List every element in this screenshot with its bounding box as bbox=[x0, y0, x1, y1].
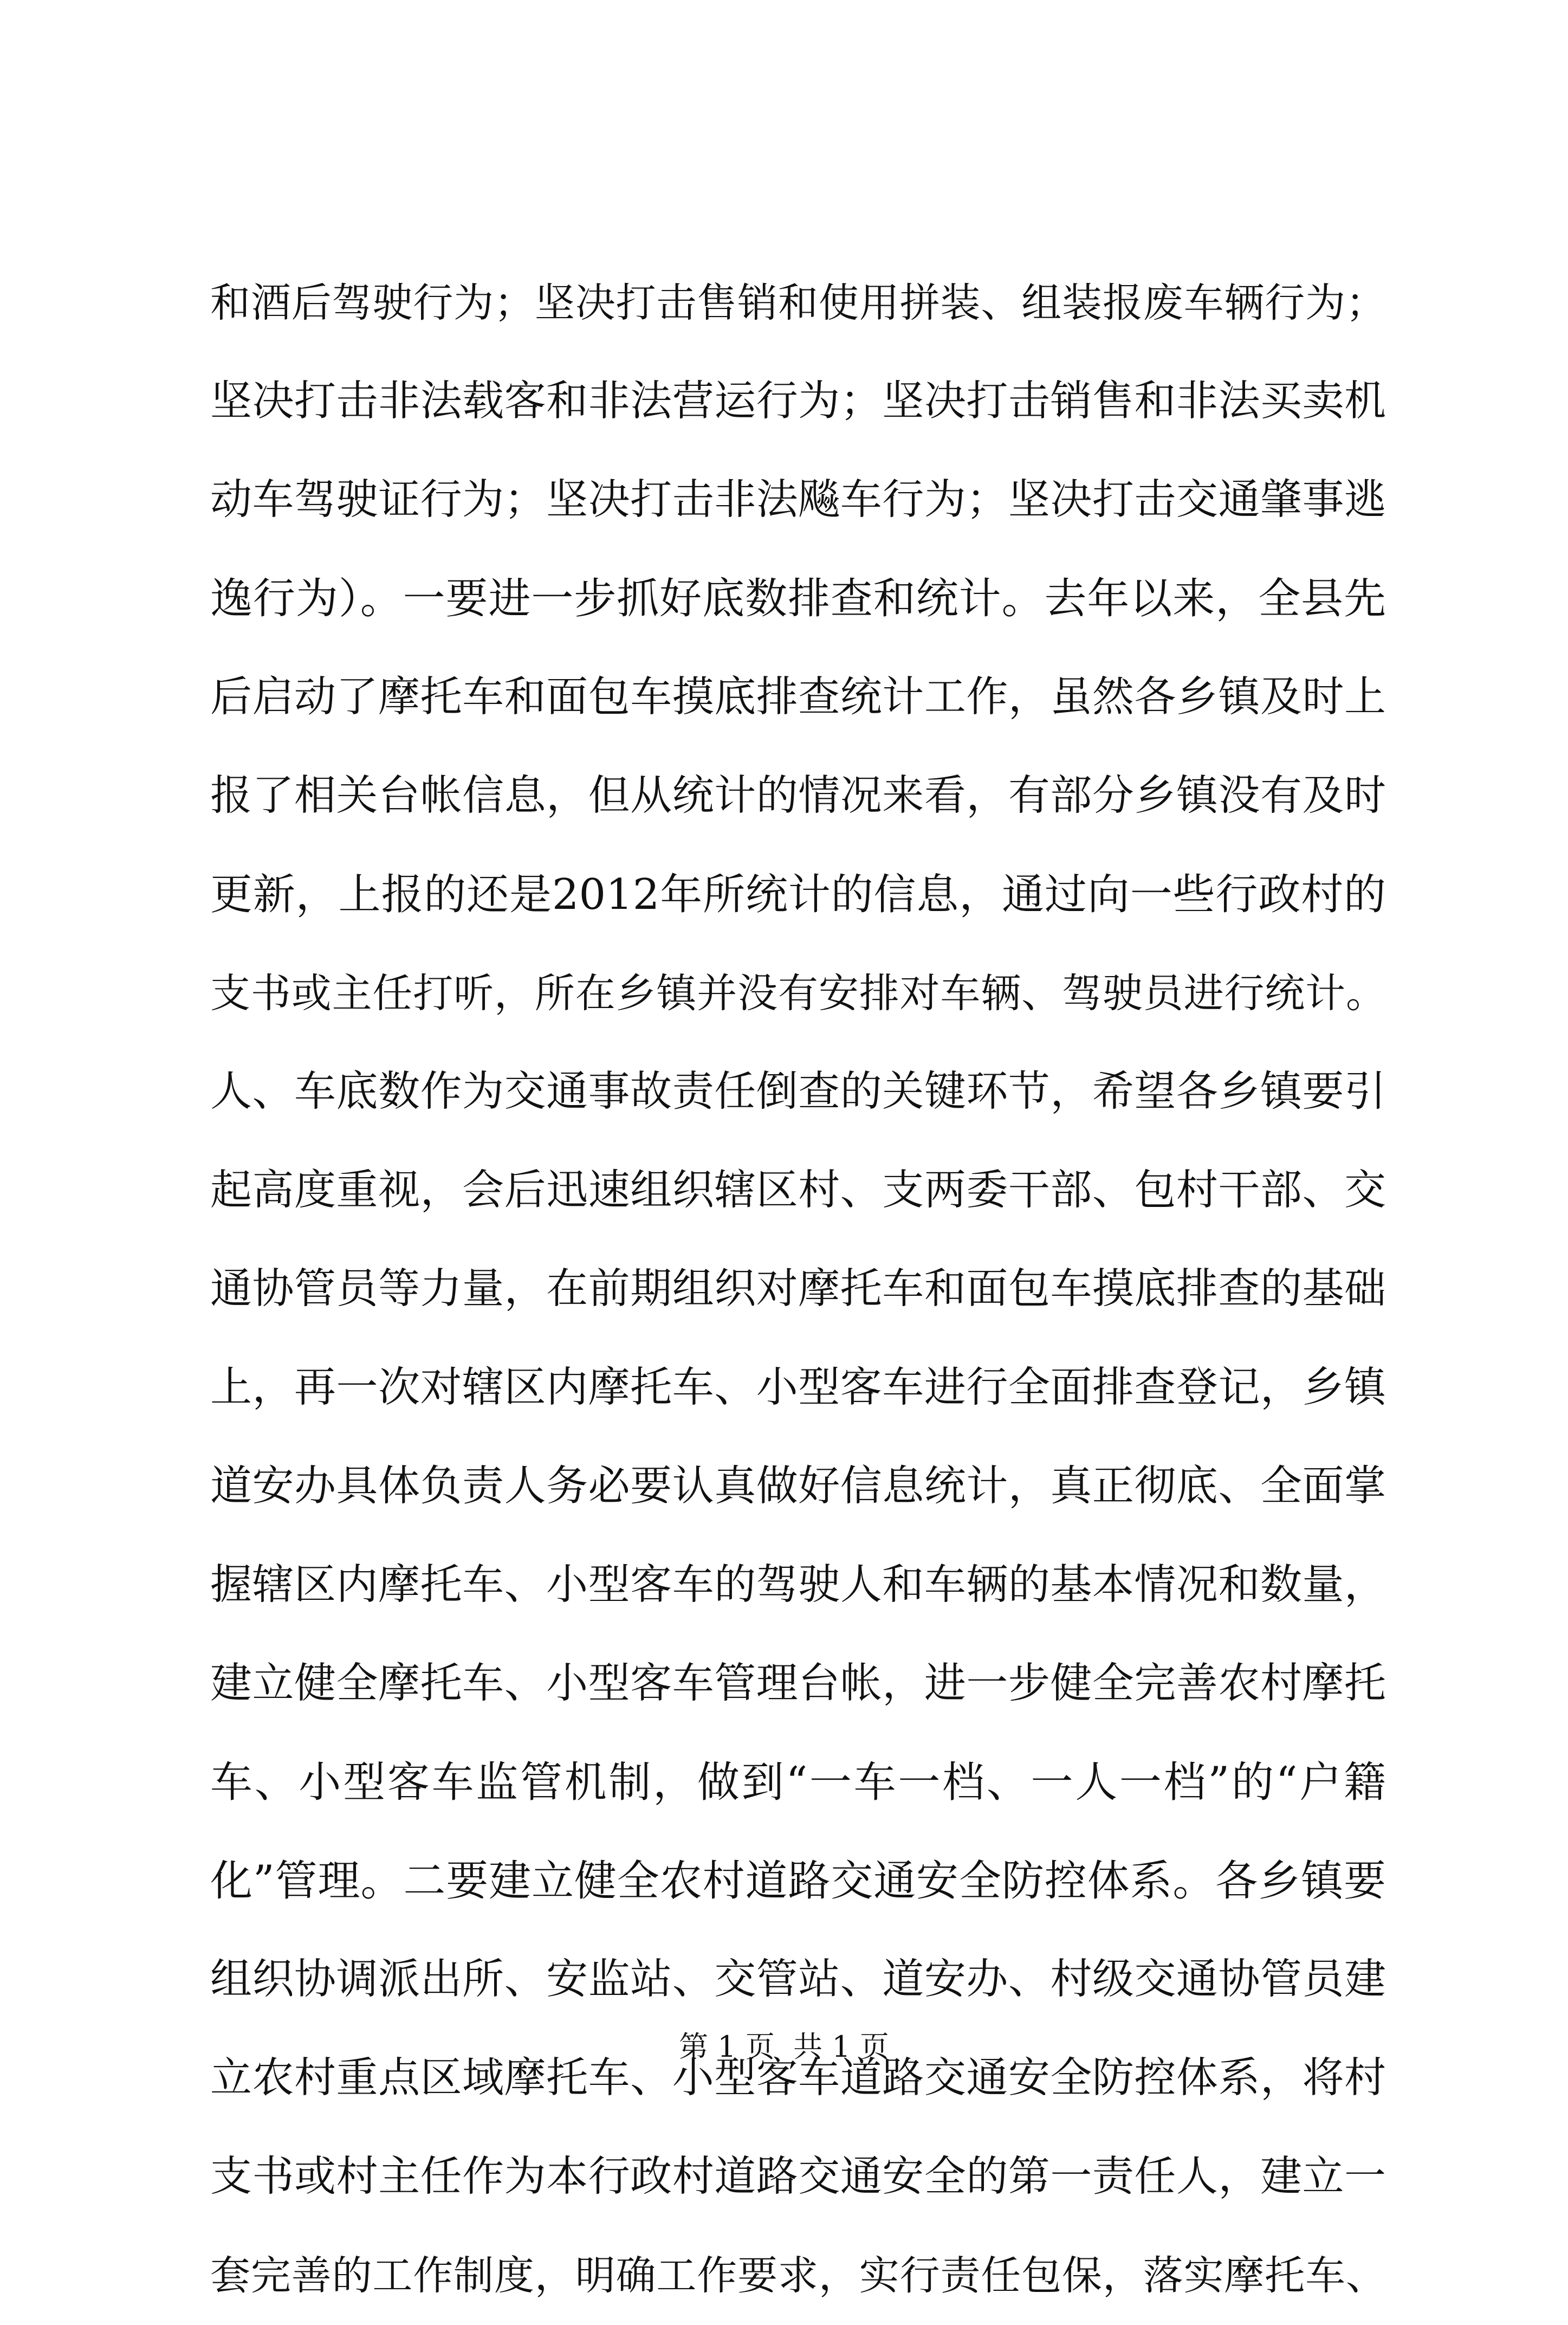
text-line: 起高度重视，会后迅速组织辖区村、支两委干部、包村干部、交 bbox=[210, 1166, 1386, 1215]
text-line: 套完善的工作制度，明确工作要求，实行责任包保，落实摩托车、 bbox=[210, 2252, 1386, 2299]
text-line: 支书或村主任作为本行政村道路交通安全的第一责任人，建立一 bbox=[210, 2153, 1386, 2201]
text-line: 坚决打击非法载客和非法营运行为；坚决打击销售和非法买卖机 bbox=[210, 377, 1386, 425]
text-line: 通协管员等力量，在前期组织对摩托车和面包车摸底排查的基础 bbox=[210, 1265, 1386, 1313]
text-line: 车、小型客车监管机制，做到“一车一档、一人一档”的“户籍 bbox=[210, 1758, 1386, 1807]
text-line: 支书或主任打听，所在乡镇并没有安排对车辆、驾驶员进行统计。 bbox=[210, 970, 1386, 1017]
text-line: 和酒后驾驶行为；坚决打击售销和使用拼装、组装报废车辆行为； bbox=[210, 280, 1386, 326]
text-line: 建立健全摩托车、小型客车管理台帐，进一步健全完善农村摩托 bbox=[210, 1659, 1386, 1708]
page-footer bbox=[0, 2028, 1568, 2066]
text-line: 报了相关台帐信息，但从统计的情况来看，有部分乡镇没有及时 bbox=[210, 772, 1386, 820]
text-line: 道安办具体负责人务必要认真做好信息统计，真正彻底、全面掌 bbox=[210, 1462, 1386, 1510]
body-paragraph bbox=[210, 254, 1386, 2325]
text-line: 动车驾驶证行为；坚决打击非法飚车行为；坚决打击交通肇事逃 bbox=[210, 476, 1386, 524]
text-line: 更新，上报的还是2012年所统计的信息，通过向一些行政村的 bbox=[210, 870, 1386, 919]
text-line: 人、车底数作为交通事故责任倒查的关键环节，希望各乡镇要引 bbox=[210, 1068, 1386, 1116]
page-number-label: 第 1 页 共 1 页 bbox=[679, 2030, 889, 2064]
text-line: 逸行为）。一要进一步抓好底数排查和统计。去年以来，全县先 bbox=[210, 574, 1386, 623]
text-line: 上，再一次对辖区内摩托车、小型客车进行全面排查登记，乡镇 bbox=[210, 1364, 1386, 1412]
text-line: 化”管理。二要建立健全农村道路交通安全防控体系。各乡镇要 bbox=[210, 1857, 1386, 1906]
text-line: 握辖区内摩托车、小型客车的驾驶人和车辆的基本情况和数量， bbox=[210, 1561, 1386, 1609]
text-line: 组织协调派出所、安监站、交管站、道安办、村级交通协管员建 bbox=[210, 1955, 1386, 2004]
text-line: 立农村重点区域摩托车、小型客车道路交通安全防控体系，将村 bbox=[210, 2054, 1386, 2102]
text-line: 后启动了摩托车和面包车摸底排查统计工作，虽然各乡镇及时上 bbox=[210, 673, 1386, 721]
